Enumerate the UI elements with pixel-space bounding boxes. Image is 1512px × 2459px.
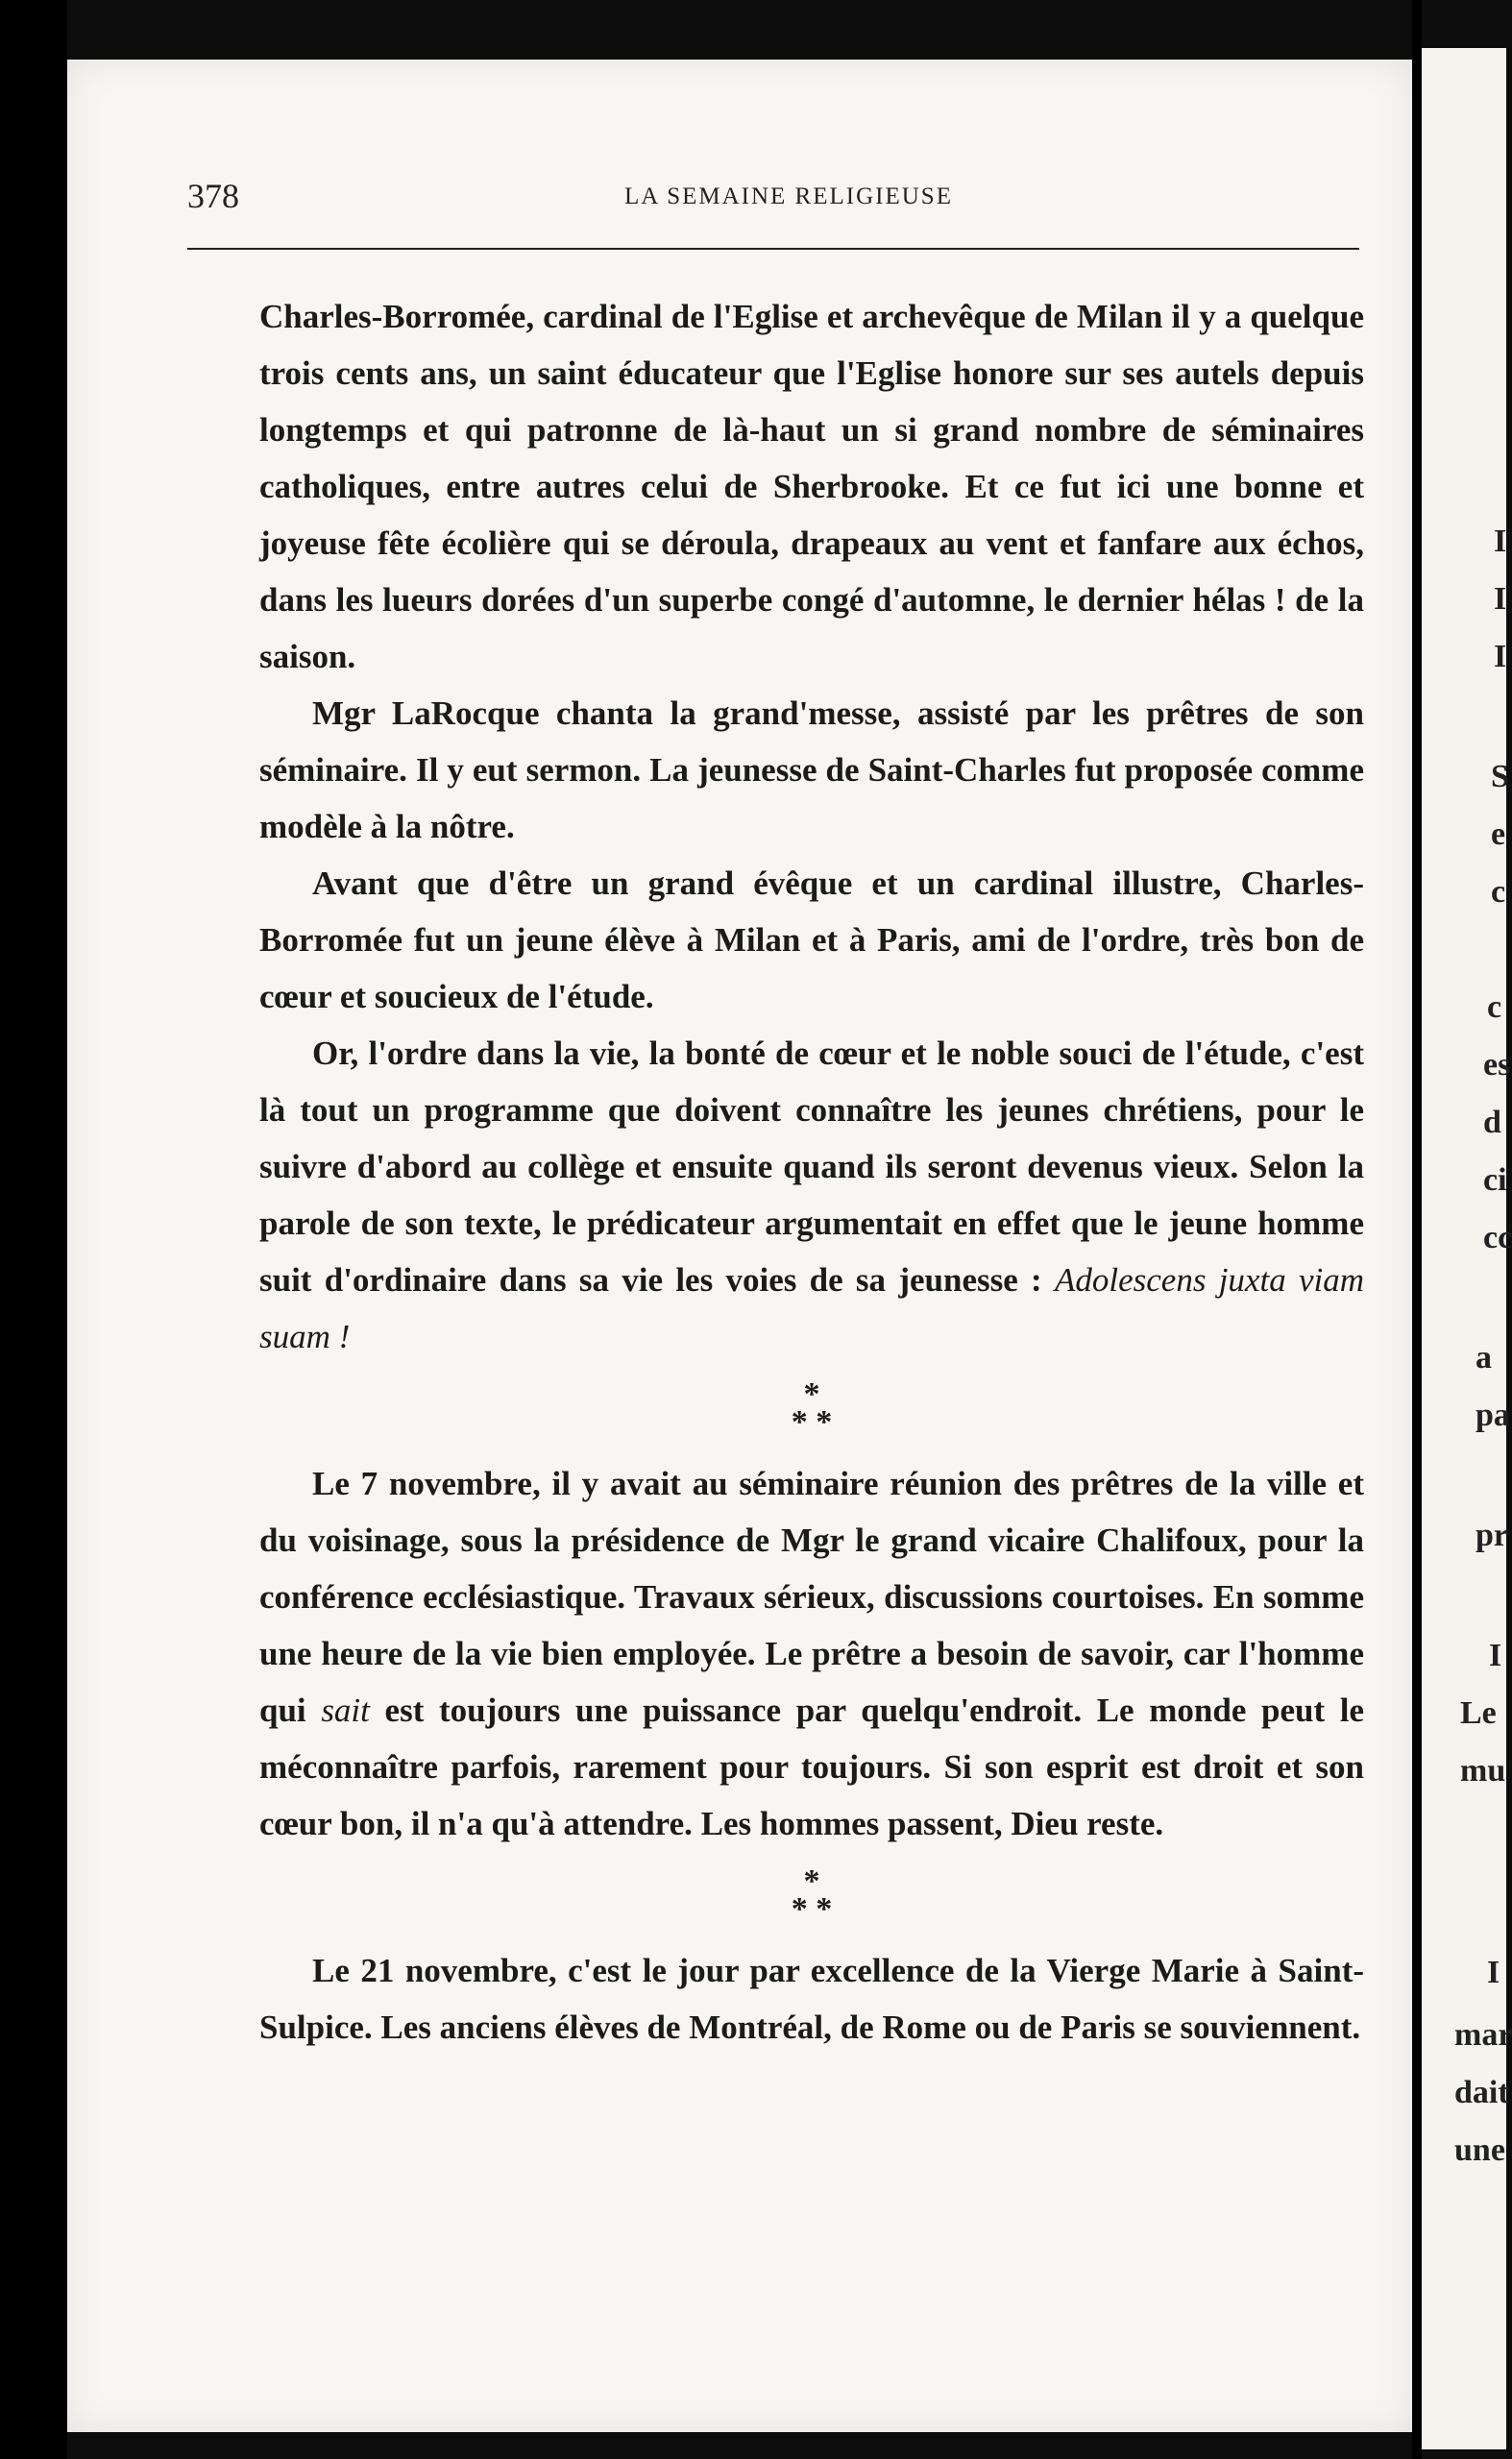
header-rule xyxy=(187,248,1359,250)
fragment: cc xyxy=(1483,1220,1512,1255)
fragment: pr xyxy=(1475,1518,1508,1553)
paragraph-5-end: est toujours une puissance par quelqu'endroit. Le monde peut le méconnaître parfois, rarement pour toujours. Si son esprit est droit et son cœur bon, il n'a qu'à attendre. Les hommes passent, Dieu reste. xyxy=(259,1692,1365,1842)
paragraph-5-text: Le 7 novembre, il y avait au séminaire réunion des prêtres de la ville et du voisinage, sous la présidence de Mgr le grand vicaire Chalifoux, pour la conférence ecclésiastique. Travaux sérieux, discussions courtoises. En somme une heure de la vie bien employée. Le prêtre a besoin de savoir, car l'homme qui xyxy=(259,1465,1364,1729)
paragraph-5 xyxy=(259,1455,1364,1852)
fragment: une xyxy=(1454,2132,1505,2168)
fragment: ci xyxy=(1483,1162,1507,1198)
fragment: S xyxy=(1491,759,1509,794)
section-asterism-2: * * * xyxy=(791,1863,833,1927)
paragraph-1: Charles-Borromée, cardinal de l'Eglise et archevêque de Milan il y a quelque trois cents ans, un saint éducateur que l'Eglise honore sur ses autels depuis longtemps et qui patronne de là-haut un si grand nombre de séminaires catholiques, entre autres celui de Sherbrooke. Et ce fut ici une bonne et joyeuse fête écolière qui se déroula, drapeaux au vent et fanfare aux échos, dans les lueurs dorées d'un superbe congé d'automne, le dernier hélas ! de la saison. xyxy=(259,298,1364,675)
page-header xyxy=(187,176,1359,233)
fragment: mar xyxy=(1454,2017,1512,2053)
italic-word: sait xyxy=(321,1692,370,1729)
paragraph-2: Mgr LaRocque chanta la grand'messe, assisté par les prêtres de son séminaire. Il y eut sermon. La jeunesse de Saint-Charles fut proposée comme modèle à la nôtre. xyxy=(259,694,1364,845)
running-title: LA SEMAINE RELIGIEUSE xyxy=(624,183,953,209)
section-asterism-1: * * * xyxy=(791,1376,833,1440)
fragment: d xyxy=(1483,1105,1501,1140)
fragment: e xyxy=(1491,816,1506,852)
latin-quote: Adolescens juxta viam suam ! xyxy=(259,1261,1365,1355)
article-body xyxy=(259,288,1364,2056)
fragment: dait xyxy=(1454,2075,1509,2110)
fragment: I xyxy=(1494,639,1507,674)
paragraph-6: Le 21 novembre, c'est le jour par excellence de la Vierge Marie à Saint-Sulpice. Les anciens élèves de Montréal, de Rome ou de Paris se souviennent. xyxy=(259,1952,1364,2046)
fragment: a xyxy=(1475,1340,1492,1376)
fragment: Le xyxy=(1460,1695,1497,1731)
fragment: mu xyxy=(1460,1753,1506,1789)
fragment: I xyxy=(1494,581,1507,617)
fragment: es xyxy=(1483,1047,1511,1083)
fragment: c xyxy=(1491,874,1506,910)
adjacent-page-edge xyxy=(1422,48,1512,2449)
fragment: c xyxy=(1487,989,1502,1025)
paragraph-4 xyxy=(259,1025,1364,1365)
paragraph-3: Avant que d'être un grand évêque et un cardinal illustre, Charles-Borromée fut un jeune élève à Milan et à Paris, ami de l'ordre, très bon de cœur et soucieux de l'étude. xyxy=(259,864,1364,1015)
page-gutter xyxy=(1412,0,1422,2459)
scan-border-left xyxy=(0,0,67,2459)
paragraph-4-text: Or, l'ordre dans la vie, la bonté de cœur et le noble souci de l'étude, c'est là tout un programme que doivent connaître les jeunes chrétiens, pour le suivre d'abord au collège et ensuite quand ils seront devenus vieux. Selon la parole de son texte, le prédicateur argumentait en effet que le jeune homme suit d'ordinaire dans sa vie les voies de sa jeunesse : xyxy=(259,1035,1364,1299)
fragment: I xyxy=(1487,1955,1500,1990)
fragment: I xyxy=(1489,1638,1502,1673)
fragment: I xyxy=(1494,523,1507,559)
fragment: pa xyxy=(1475,1398,1510,1433)
page-number: 378 xyxy=(187,177,239,215)
